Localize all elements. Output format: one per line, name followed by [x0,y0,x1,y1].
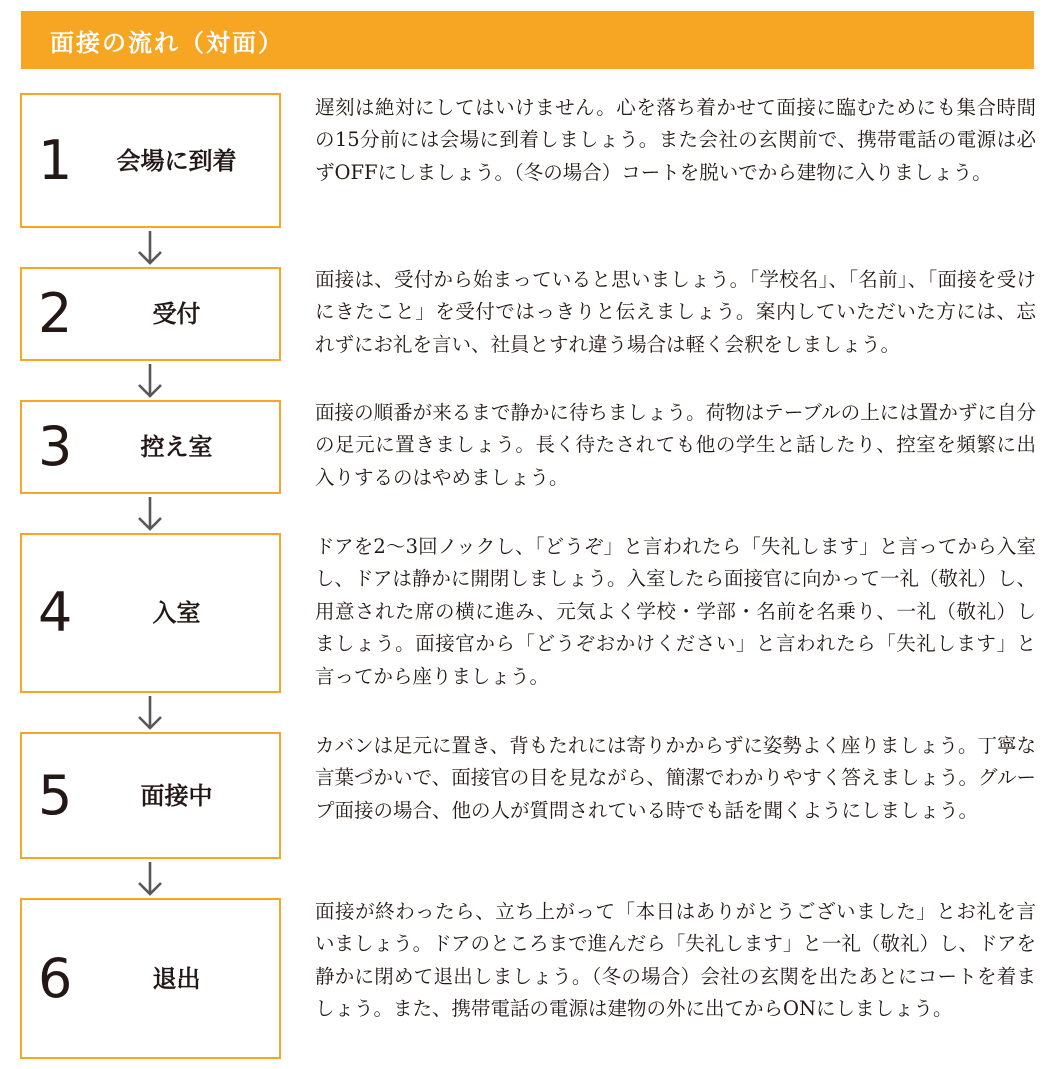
step-number-6: 6 [38,946,73,1010]
step-text-5: カバンは足元に置き、背もたれには寄りかからずに姿勢よく座りましょう。丁寧な言葉づかいで、面接官の目を見ながら、簡潔でわかりやすく答えましょう。グループ面接の場合、他の人が質問されている時でも話を聞くようにしましょう。 [315,734,1036,822]
section-header [21,11,1034,69]
step-box-2 [20,267,281,361]
step-box-5 [20,732,281,859]
step-number-2: 2 [38,282,73,345]
step-text-1: 遅刻は絶対にしてはいけません。心を落ち着かせて面接に臨むためにも集合時間の15分前には会場に到着しましょう。また会社の玄関前で、携帯電話の電源は必ずOFFにしましょう。（冬の場合）コートを脱いでから建物に入りましょう。 [315,96,1036,184]
step-text-3: 面接の順番が来るまで静かに待ちましょう。荷物はテーブルの上には置かずに自分の足元に置きましょう。長く待たされても他の学生と話したり、控室を頻繁に出入りするのはやめましょう。 [315,401,1036,489]
step-number-3: 3 [38,415,73,478]
step-text-4: ドアを2～3回ノックし、「どうぞ」と言われたら「失礼します」と言ってから入室し、ドアは静かに開閉しましょう。入室したら面接官に向かって一礼（敬礼）し、用意された席の横に進み、元気よく学校・学部・名前を名乗り、一礼（敬礼）しましょう。面接官から「どうぞおかけください」と言われたら「失礼します」と言ってから座りましょう。 [315,535,1036,688]
step-label-4: 入室 [152,599,201,627]
step-box-3 [20,400,281,494]
step-number-4: 4 [38,581,73,644]
step-label-2: 受付 [152,300,201,328]
step-label-6: 退出 [152,964,201,993]
step-box-4 [20,533,281,693]
arrow-down-icon [137,696,163,730]
step-text-2: 面接は、受付から始まっていると思いましょう。「学校名」、「名前」、「面接を受けにきたこと」を受付ではっきりと伝えましょう。案内していただいた方には、忘れずにお礼を言い、社員とすれ違う場合は軽く会釈をしましょう。 [315,268,1036,356]
arrow-down-icon [137,497,163,531]
step-label-1: 会場に到着 [116,146,237,175]
step-box-1 [20,93,281,228]
step-number-1: 1 [38,128,73,192]
arrow-down-icon [137,231,163,265]
step-number-5: 5 [38,763,73,827]
step-label-5: 面接中 [140,781,213,810]
step-box-6 [20,898,281,1059]
page-title: 面接の流れ（対面） [50,28,284,57]
arrow-down-icon [137,862,163,896]
step-text-6: 面接が終わったら、立ち上がって「本日はありがとうございました」とお礼を言いましょう。ドアのところまで進んだら「失礼します」と一礼（敬礼）し、ドアを静かに閉めて退出しましょう。（冬の場合）会社の玄関を出たあとにコートを着ましょう。また、携帯電話の電源は建物の外に出てからONにしましょう。 [315,900,1036,1021]
step-label-3: 控え室 [140,433,213,461]
arrow-down-icon [137,364,163,398]
